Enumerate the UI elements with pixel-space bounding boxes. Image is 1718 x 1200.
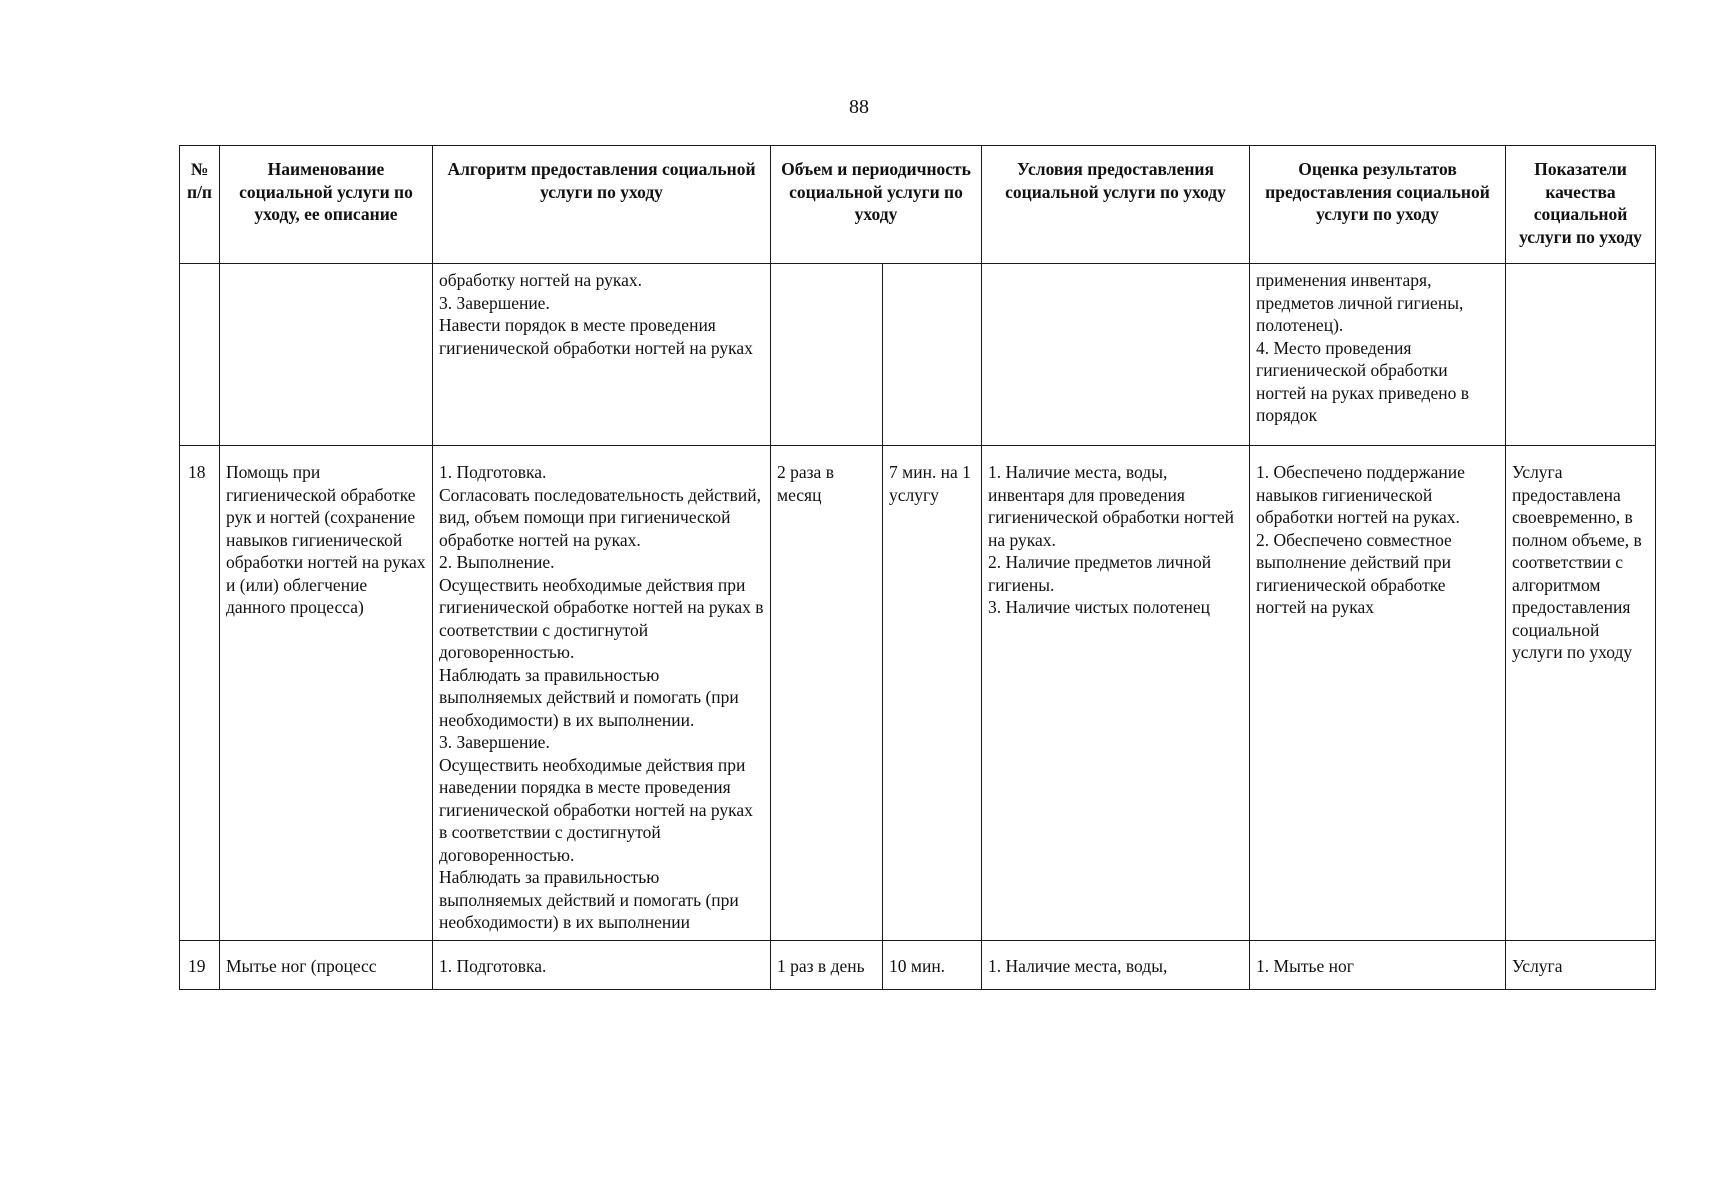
cell-algorithm: 1. Подготовка. Согласовать последовательность действий, вид, объем помощи при гигиенической обработке ногтей на руках. 2. Выполнение. Осуществить необходимые действия при гигиенической обработке ногтей на руках в соответствии с достигнутой договоренностью. Наблюдать за правильностью выполняемых действий и помогать (при необходимости) в их выполнении. 3. Завершение. Осуществить необходимые действия при наведении порядка в месте проведения гигиенической обработки ногтей на руках в соответствии с достигнутой договоренностью. Наблюдать за правильностью выполняемых действий и помогать (при необходимости) в их выполнении [433, 446, 771, 941]
cell-conditions [982, 264, 1250, 446]
header-name: Наименование социальной услуги по уходу, ее описание [220, 146, 433, 264]
header-algorithm: Алгоритм предоставления социальной услуги по уходу [433, 146, 771, 264]
cell-conditions: 1. Наличие места, воды, инвентаря для проведения гигиенической обработки ногтей на руках. 2. Наличие предметов личной гигиены. 3. Наличие чистых полотенец [982, 446, 1250, 941]
cell-algorithm: обработку ногтей на руках. 3. Завершение. Навести порядок в месте проведения гигиенической обработки ногтей на руках [433, 264, 771, 446]
header-volume: Объем и периодичность социальной услуги по уходу [771, 146, 982, 264]
table-row [180, 264, 1656, 446]
cell-name [220, 264, 433, 446]
page-number: 88 [849, 96, 869, 118]
table-row [180, 940, 1656, 989]
cell-frequency: 1 раз в день [771, 940, 883, 989]
cell-frequency [771, 264, 883, 446]
services-table [179, 145, 1656, 990]
cell-duration [883, 264, 982, 446]
cell-conditions: 1. Наличие места, воды, [982, 940, 1250, 989]
header-evaluation: Оценка результатов предоставления социальной услуги по уходу [1250, 146, 1506, 264]
cell-duration: 10 мин. [883, 940, 982, 989]
header-conditions: Условия предоставления социальной услуги по уходу [982, 146, 1250, 264]
cell-num: 18 [180, 446, 220, 941]
cell-evaluation: 1. Обеспечено поддержание навыков гигиенической обработки ногтей на руках. 2. Обеспечено совместное выполнение действий при гигиенической обработке ногтей на руках [1250, 446, 1506, 941]
header-quality: Показатели качества социальной услуги по уходу [1506, 146, 1656, 264]
table-header-row [180, 146, 1656, 264]
cell-frequency: 2 раза в месяц [771, 446, 883, 941]
cell-num [180, 264, 220, 446]
header-num: № п/п [180, 146, 220, 264]
cell-name: Помощь при гигиенической обработке рук и ногтей (сохранение навыков гигиенической обработки ногтей на руках и (или) облегчение данного процесса) [220, 446, 433, 941]
cell-num: 19 [180, 940, 220, 989]
cell-quality: Услуга [1506, 940, 1656, 989]
cell-algorithm: 1. Подготовка. [433, 940, 771, 989]
table-row [180, 446, 1656, 941]
cell-duration: 7 мин. на 1 услугу [883, 446, 982, 941]
cell-name: Мытье ног (процесс [220, 940, 433, 989]
cell-evaluation: 1. Мытье ног [1250, 940, 1506, 989]
cell-quality [1506, 264, 1656, 446]
cell-evaluation: применения инвентаря, предметов личной гигиены, полотенец). 4. Место проведения гигиенической обработки ногтей на руках приведено в порядок [1250, 264, 1506, 446]
cell-quality: Услуга предоставлена своевременно, в полном объеме, в соответствии с алгоритмом предоставления социальной услуги по уходу [1506, 446, 1656, 941]
